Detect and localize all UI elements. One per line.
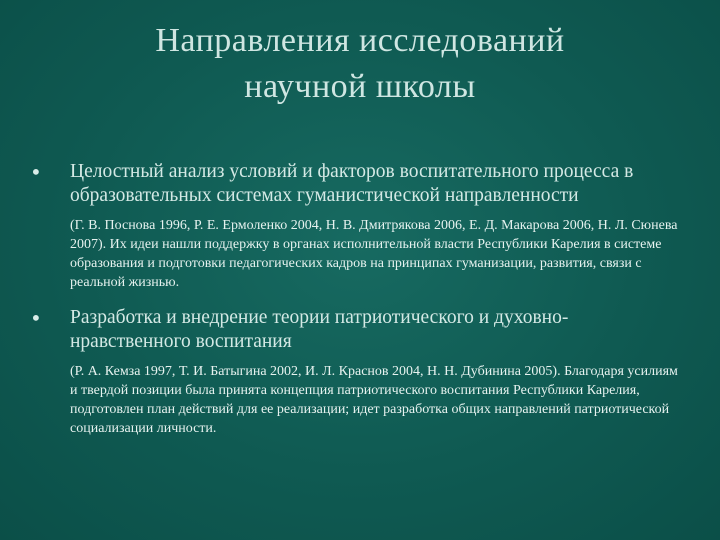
bullet-list	[28, 160, 688, 438]
bullet-detail: (Р. А. Кемза 1997, Т. И. Батыгина 2002, И. Л. Краснов 2004, Н. Н. Дубинина 2005). Благодаря усилиям и твердой позиции была принята концепция патриотического воспитания Республики Карелия, подготовлен план действий для ее реализации; идет разработка общих направлений патриотической социализации личности.	[70, 364, 678, 436]
title-line-1: Направления исследований	[155, 22, 565, 59]
bullet-item	[28, 306, 688, 438]
slide-title	[60, 18, 660, 110]
bullet-item	[28, 160, 688, 292]
bullet-detail: (Г. В. Поснова 1996, Р. Е. Ермоленко 2004, Н. В. Дмитрякова 2006, Е. Д. Макарова 2006, Н. Л. Сюнева 2007). Их идеи нашли поддержку в органах исполнительной власти Республики Карелия в системе образования и подготовки педагогических кадров на принципах гуманизации, развития, связи с реальной жизнью.	[70, 218, 678, 290]
bullet-marker: •	[30, 306, 42, 330]
title-line-2: научной школы	[244, 68, 476, 105]
bullet-heading: Целостный анализ условий и факторов воспитательного процесса в образовательных системах гуманистической направленности	[70, 161, 634, 206]
bullet-heading: Разработка и внедрение теории патриотического и духовно-нравственного воспитания	[70, 307, 569, 352]
bullet-marker: •	[30, 160, 42, 184]
